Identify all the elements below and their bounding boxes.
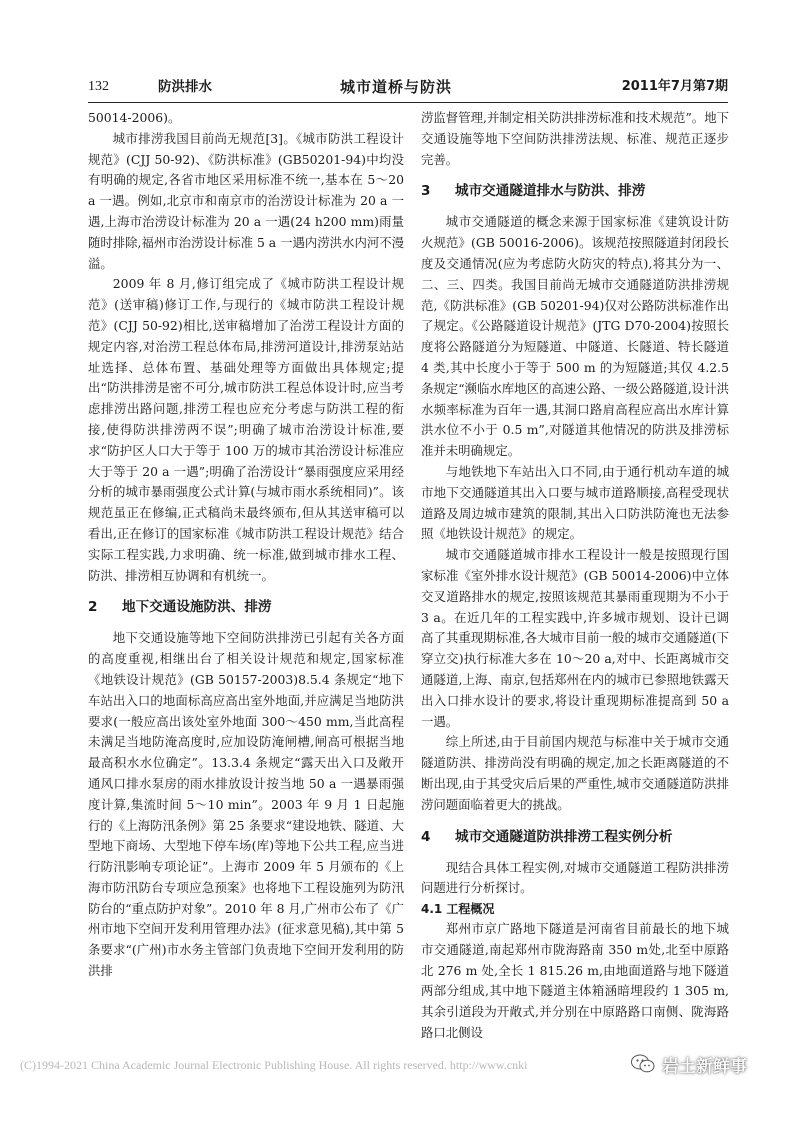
watermark-badge [630, 1046, 780, 1082]
paragraph: 2009 年 8 月,修订组完成了《城市防洪工程设计规范》(送审稿)修订工作,与现行的《城市防洪工程设计规范》(CJJ 50-92)相比,送审稿增加了治涝工程设计方面的规定内容,对治涝工程总体布局,排涝河道设计,排涝泵站站址选择、总体布置、基础处理等方面做出具体规定;提出“防洪排涝是密不可分,城市防洪工程总体设计时,应当考虑排涝出路问题,排涝工程也应充分考虑与防洪工程的衔接,使得防洪排涝两不误”;明确了城市治涝设计标准,要求“防护区人口大于等于 100 万的城市其治涝设计标准应大于等于 20 a 一遇”;明确了治涝设计“暴雨强度应采用经分析的城市暴雨强度公式计算(与城市雨水系统相同)”。该规范虽正在修编,正式稿尚未最终颁布,但从其送审稿可以看出,正在修订的国家标准《城市防洪工程设计规范》结合实际工程实践,力求明确、统一标准,做到城市排水工程、防洪、排涝相互协调和有机统一。 [88, 276, 404, 583]
section-heading [421, 181, 729, 201]
section-heading [88, 597, 404, 617]
paragraph: 与地铁地下车站出入口不同,由于通行机动车道的城市地下交通隧道其出入口要与城市道路顺接,高程受现状道路及周边城市建筑的限制,其出入口防洪防淹也无法参照《地铁设计规范》的规定。 [421, 463, 729, 542]
subsection-heading: 4.1 工程概况 [421, 902, 495, 917]
paragraph: 城市交通隧道的概念来源于国家标准《建筑设计防火规范》(GB 50016-2006)。该规范按照隧道封闭段长度及交通情况(应为考虑防火防灾的特点),将其分为一、二、三、四类。我国目前尚无城市交通隧道防洪排涝规范,《防洪标准》(GB 50201-94)仅对公路防洪标准作出了规定。《公路隧道设计规范》(JTG D70-2004)按照长度将公路隧道分为短隧道、中隧道、长隧道、特长隧道 4 类,其中长度小于等于 500 m 的为短隧道;其仅 4.2.5 条规定“濒临水库地区的高速公路、一级公路隧道,设计洪水频率标准为百年一遇,其洞口路肩高程应高出水库计算洪水位不小于 0.5 m”,对隧道其他情况的防洪及排涝标准并未明确规定。 [421, 214, 729, 459]
paragraph: 涝监督管理,并制定相关防洪排涝标准和技术规范”。地下交通设施等地下空间防洪排涝法规、标准、规范正逐步完善。 [421, 110, 729, 167]
header-rule [88, 102, 728, 103]
paragraph: 郑州市京广路地下隧道是河南省目前最长的地下城市交通隧道,南起郑州市陇海路南 350 m处,北至中原路北 276 m 处,全长 1 815.26 m,由地面道路与地下隧道两部分组成,其中地下隧道主体箱涵暗埋段约 1 305 m,其余引道段为开敞式,并分别在中原路路口南侧、陇海路路口北侧设 [421, 921, 729, 1041]
section-number: 3 [421, 183, 431, 200]
paragraph: 现结合具体工程实例,对城市交通隧道工程防洪排涝问题进行分析探讨。 [421, 859, 729, 896]
issue-info: 2011年7月第7期 [621, 79, 728, 94]
wechat-icon [630, 1051, 656, 1077]
section-title: 城市交通隧道排水与防洪、排涝 [455, 183, 646, 200]
watermark-label: 岩土新鲜事 [662, 1056, 747, 1077]
paragraph: 城市排涝我国目前尚无规范[3]。《城市防洪工程设计规范》(CJJ 50-92)、《防洪标准》(GB50201-94)中均没有明确的规定,各省市地区采用标准不统一,基本在 5～20 a 一遇。例如,北京市和南京市的治涝设计标准为 20 a 一遇,上海市治涝设计标准为 20 a 一遇(24 h200 mm)雨量随时排除,福州市治涝设计标准 5 a 一遇内涝洪水内河不漫溢。 [88, 130, 405, 271]
page-number: 132 [88, 79, 109, 94]
section-title: 地下交通设施防洪、排涝 [122, 599, 272, 616]
column-name: 防洪排水 [158, 79, 212, 95]
paragraph: 综上所述,由于目前国内规范与标准中关于城市交通隧道防洪、排涝尚没有明确的规定,加之长距离隧道的不断出现,由于其受灾后后果的严重性,城市交通隧道防洪排涝问题面临着更大的挑战。 [421, 734, 729, 812]
paragraph: 城市交通隧道城市排水工程设计一般是按照现行国家标准《室外排水设计规范》(GB 50014-2006)中立体交叉道路排水的规定,按照该规范其暴雨重现期为不小于 3 a。在近几年的工程实践中,许多城市规划、设计已调高了其重现期标准,各大城市目前一般的城市交通隧道(下穿立交)执行标准大多在 10～20 a,对中、长距离城市交通隧道,上海、南京,包括郑州在内的城市已参照地铁露天出入口排水设计的要求,将设计重现期标准提高到 50 a 一遇。 [421, 547, 729, 729]
page-header [88, 78, 728, 100]
section-title: 城市交通隧道防洪排涝工程实例分析 [455, 828, 673, 845]
section-number: 4 [421, 828, 431, 845]
paragraph: 50014-2006)。 [88, 110, 181, 125]
journal-title: 城市道桥与防洪 [340, 78, 453, 96]
section-heading [421, 827, 729, 847]
right-column [421, 108, 729, 1044]
section-number: 2 [88, 599, 98, 616]
paragraph: 地下交通设施等地下空间防洪排涝已引起有关各方面的高度重视,相继出台了相关设计规范和规定,国家标准《地铁设计规范》(GB 50157-2003)8.5.4 条规定“地下车站出入口的地面标高应高出室外地面,并应满足当地防洪要求(一般应高出该处室外地面 300～450 mm,当此高程未满足当地防淹高度时,应加设防淹闸槽,闸高可根据当地最高积水水位确定”。13.3.4 条规定“露天出入口及敞开通风口排水泵房的雨水排放设计按当地 50 a 一遇暴雨强度计算,集流时间 5～10 min”。2003 年 9 月 1 日起施行的《上海防汛条例》第 25 条要求“建设地铁、隧道、大型地下商场、大型地下停车场(库)等地下公共工程,应当进行防汛影响专项论证”。上海市 2009 年 5 月颁布的《上海市防汛防台专项应急预案》也将地下工程设施列为防汛防台的“重点防护对象”。2010 年 8 月,广州市公布了《广州市地下空间开发利用管理办法》(征求意见稿),其中第 5 条要求“(广州)市水务主管部门负责地下空间开发利用的防洪排 [88, 630, 404, 979]
copyright-footer: (C)1994-2021 China Academic Journal Electronic Publishing House. All rights reserved. http://www.cnki [20, 1058, 528, 1072]
left-column [88, 108, 404, 982]
